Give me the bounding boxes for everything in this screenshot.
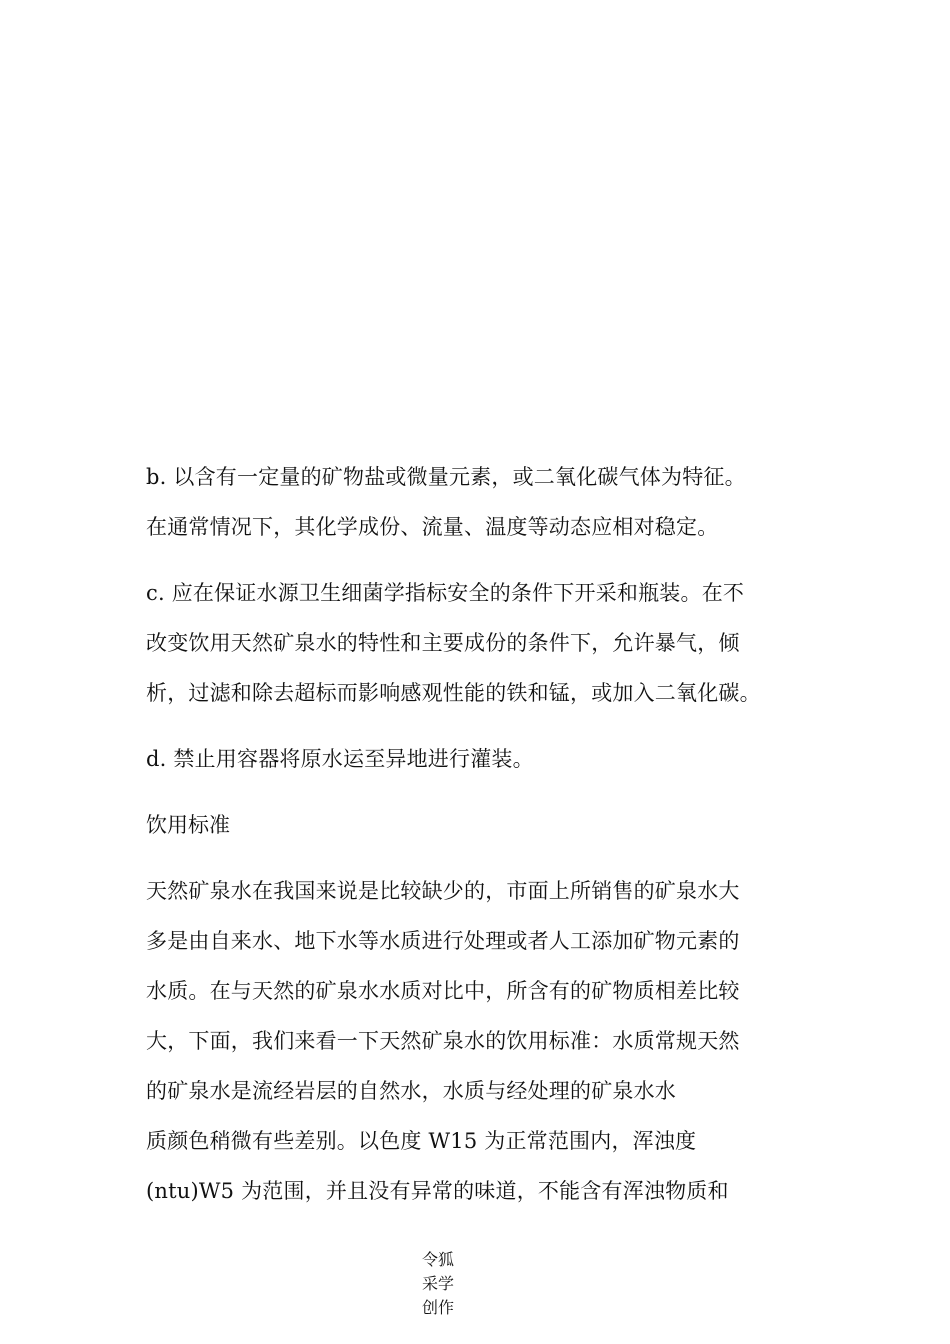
text-line: c. 应在保证水源卫生细菌学指标安全的条件下开采和瓶装。在不 bbox=[146, 581, 745, 605]
text-line: 质颜色稍微有些差别。以色度 W15 为正常范围内，浑浊度 bbox=[146, 1129, 697, 1153]
footer-author bbox=[422, 1248, 462, 1320]
text-line: 多是由自来水、地下水等水质进行处理或者人工添加矿物元素的 bbox=[146, 929, 740, 953]
paragraph-d bbox=[146, 734, 826, 784]
document-body bbox=[146, 452, 826, 1216]
text-line: 改变饮用天然矿泉水的特性和主要成份的条件下，允许暴气，倾 bbox=[146, 631, 740, 655]
footer-line: 采学 bbox=[422, 1274, 455, 1293]
text-line: 大，下面，我们来看一下天然矿泉水的饮用标准：水质常规天然 bbox=[146, 1029, 740, 1053]
text-line: d. 禁止用容器将原水运至异地进行灌装。 bbox=[146, 747, 534, 771]
text-line: 水质。在与天然的矿泉水水质对比中，所含有的矿物质相差比较 bbox=[146, 979, 740, 1003]
text-line: (ntu)W5 为范围，并且没有异常的味道，不能含有浑浊物质和 bbox=[146, 1179, 729, 1203]
text-line: 天然矿泉水在我国来说是比较缺少的，市面上所销售的矿泉水大 bbox=[146, 879, 740, 903]
paragraph-standard bbox=[146, 866, 826, 1216]
footer-line: 令狐 bbox=[422, 1250, 455, 1269]
paragraph-b bbox=[146, 452, 826, 552]
text-line: b. 以含有一定量的矿物盐或微量元素，或二氧化碳气体为特征。 bbox=[146, 465, 746, 489]
text-line: 析，过滤和除去超标而影响感观性能的铁和锰，或加入二氧化碳。 bbox=[146, 681, 761, 705]
text-line: 的矿泉水是流经岩层的自然水，水质与经处理的矿泉水水 bbox=[146, 1079, 676, 1103]
text-line: 在通常情况下，其化学成份、流量、温度等动态应相对稳定。 bbox=[146, 515, 719, 539]
footer-line: 创作 bbox=[422, 1298, 455, 1317]
paragraph-c bbox=[146, 568, 826, 718]
section-heading: 饮用标准 bbox=[146, 813, 230, 837]
